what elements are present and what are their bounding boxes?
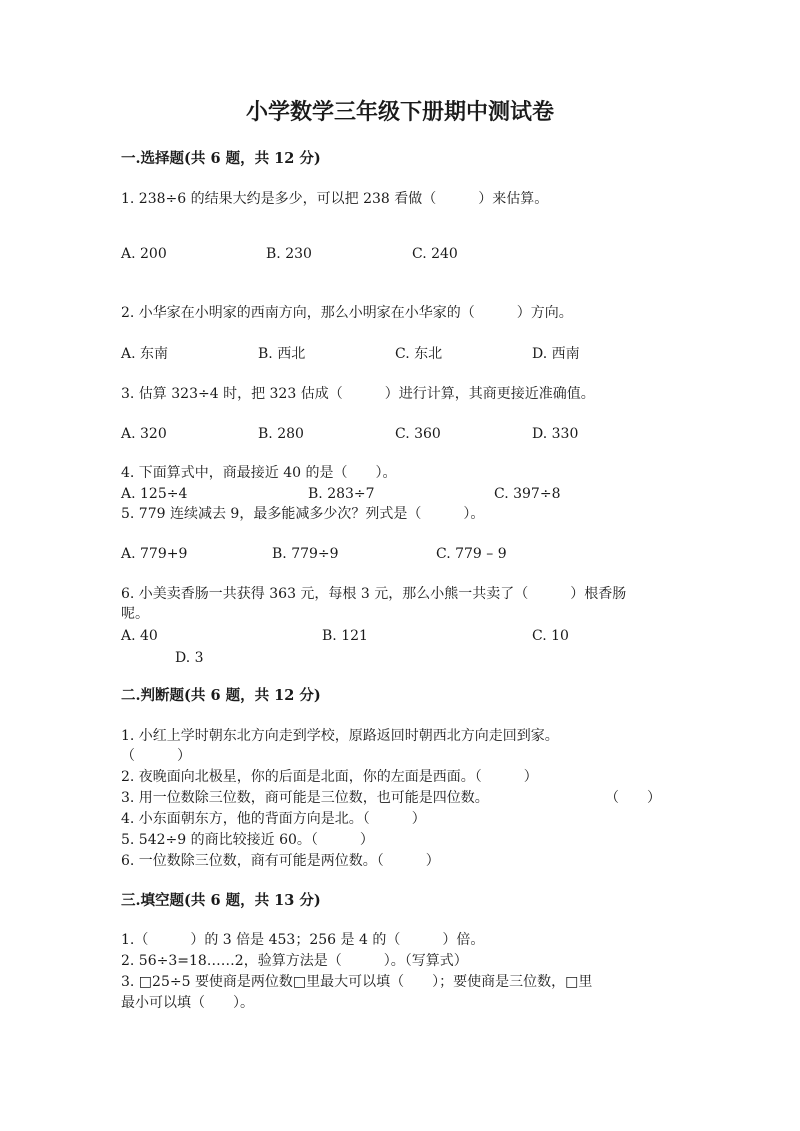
exam-title: 小学数学三年级下册期中测试卷 xyxy=(245,99,554,125)
question-text: 1.（ ）的 3 倍是 453；256 是 4 的（ ）倍。 xyxy=(121,932,485,948)
option-a: A. 125÷4 xyxy=(121,486,188,502)
option-c: C. 东北 xyxy=(395,346,443,362)
question-text: 6. 一位数除三位数，商有可能是两位数。（ ） xyxy=(121,853,440,869)
option-a: A. 320 xyxy=(121,426,167,442)
question-text: 1. 小红上学时朝东北方向走到学校，原路返回时朝西北方向走回到家。 xyxy=(121,728,559,744)
question-text: 3. □25÷5 要使商是两位数□里最大可以填（ ）；要使商是三位数，□里 xyxy=(121,974,593,990)
option-d: D. 330 xyxy=(532,426,579,442)
answer-blank: （ ） xyxy=(605,790,661,806)
question-text: 1. 238÷6 的结果大约是多少，可以把 238 看做（ ）来估算。 xyxy=(121,191,549,207)
question-text-cont: 最小可以填（ ）。 xyxy=(121,995,254,1011)
option-b: B. 230 xyxy=(266,246,312,262)
option-c: C. 360 xyxy=(395,426,441,442)
question-text-cont: 呢。 xyxy=(121,606,149,622)
answer-blank: （ ） xyxy=(121,748,191,764)
question-text: 5. 779 连续减去 9，最多能减多少次？列式是（ ）。 xyxy=(121,506,485,522)
question-text: 2. 小华家在小明家的西南方向，那么小明家在小华家的（ ）方向。 xyxy=(121,305,573,321)
option-b: B. 121 xyxy=(322,628,368,644)
section-heading-fill: 三.填空题(共 6 题，共 13 分) xyxy=(121,892,321,909)
option-c: C. 397÷8 xyxy=(494,486,561,502)
option-c: C. 10 xyxy=(532,628,569,644)
option-a: A. 200 xyxy=(121,246,167,262)
question-text: 4. 小东面朝东方，他的背面方向是北。（ ） xyxy=(121,811,426,827)
question-text: 2. 56÷3=18……2，验算方法是（ ）。（写算式） xyxy=(121,953,468,969)
option-b: B. 280 xyxy=(258,426,304,442)
section-heading-choice: 一.选择题(共 6 题，共 12 分) xyxy=(121,150,321,167)
section-heading-judge: 二.判断题(共 6 题，共 12 分) xyxy=(121,687,321,704)
question-text: 4. 下面算式中，商最接近 40 的是（ ）。 xyxy=(121,465,397,481)
option-d: D. 3 xyxy=(175,650,204,666)
option-c: C. 779 – 9 xyxy=(436,546,507,562)
question-text: 3. 估算 323÷4 时，把 323 估成（ ）进行计算，其商更接近准确值。 xyxy=(121,386,595,402)
question-text: 3. 用一位数除三位数，商可能是三位数，也可能是四位数。 xyxy=(121,790,489,806)
option-b: B. 779÷9 xyxy=(272,546,339,562)
question-text: 6. 小美卖香肠一共获得 363 元，每根 3 元，那么小熊一共卖了（ ）根香肠 xyxy=(121,586,627,602)
option-a: A. 40 xyxy=(121,628,158,644)
option-a: A. 东南 xyxy=(121,346,169,362)
option-d: D. 西南 xyxy=(532,346,580,362)
question-text: 2. 夜晚面向北极星，你的后面是北面，你的左面是西面。（ ） xyxy=(121,769,538,785)
option-b: B. 283÷7 xyxy=(308,486,375,502)
option-b: B. 西北 xyxy=(258,346,306,362)
option-c: C. 240 xyxy=(412,246,458,262)
option-a: A. 779+9 xyxy=(121,546,188,562)
question-text: 5. 542÷9 的商比较接近 60。（ ） xyxy=(121,832,374,848)
